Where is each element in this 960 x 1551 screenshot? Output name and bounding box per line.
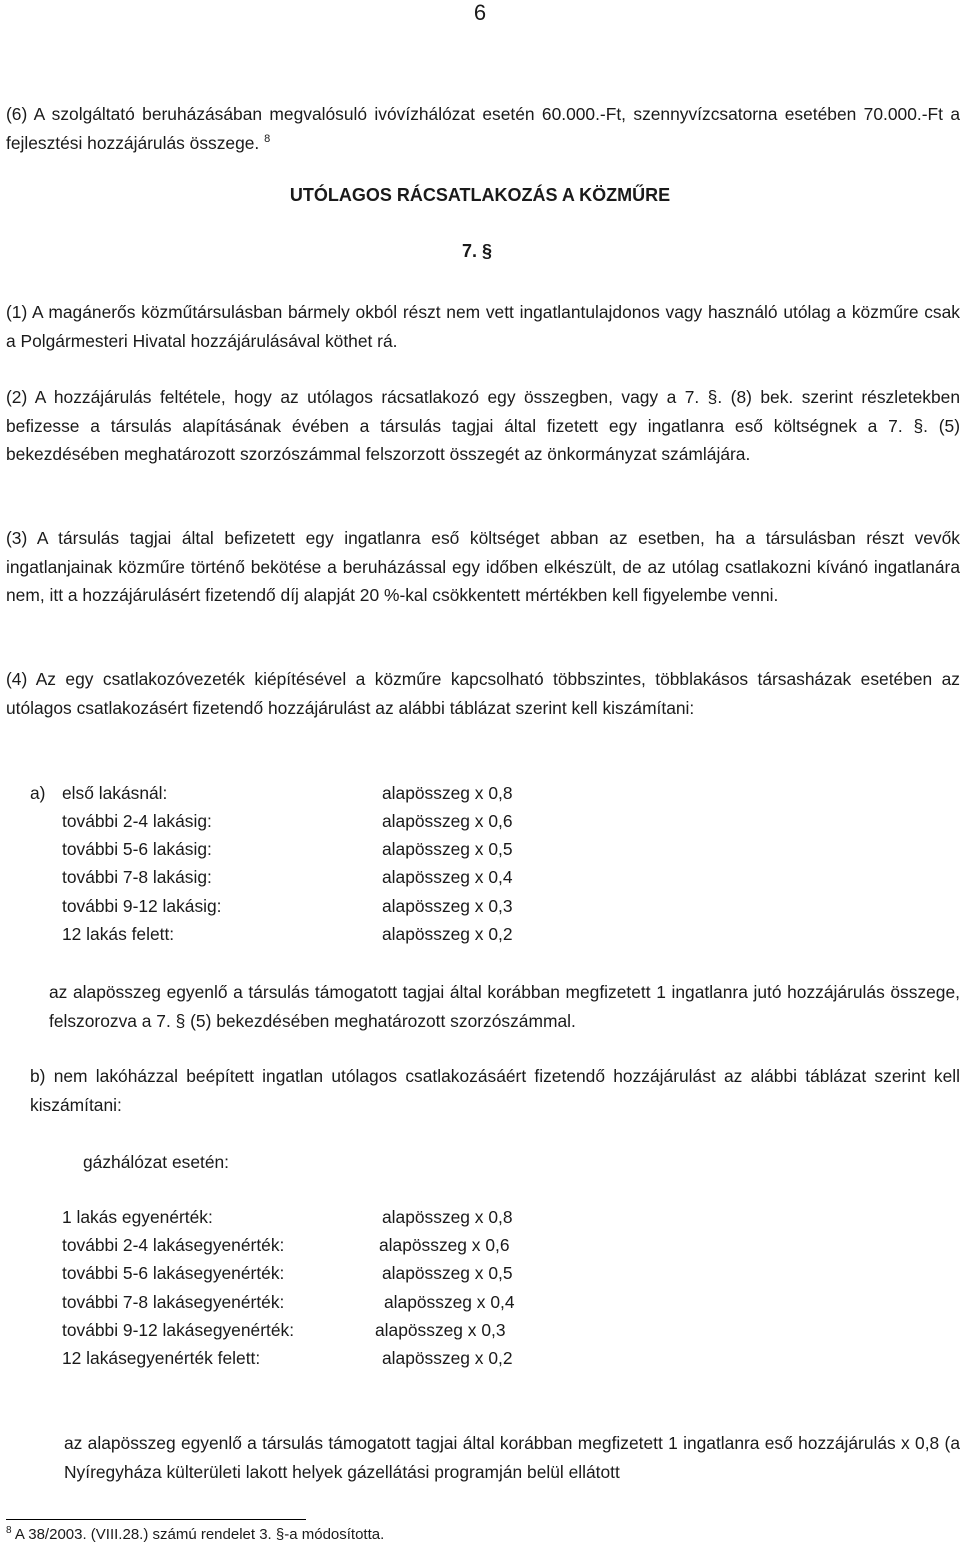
list-b-row-label: további 2-4 lakásegyenérték:: [62, 1235, 285, 1255]
paragraph-6: [6, 100, 960, 157]
list-b-row-label: 12 lakásegyenérték felett:: [62, 1348, 261, 1368]
paragraph-2: (2) A hozzájárulás feltétele, hogy az utólagos rácsatlakozó egy összegben, vagy a 7. §. (8) bek. szerint részletekben befizesse a társulás alapításának évében a társulás tagjai által fizetett egy ingatlanra eső költségnek a 7. §. (5) bekezdésében meghatározott szorzószámmal felszorzott összegét az önkormányzat számlájára.: [6, 387, 960, 464]
list-b-row-value: alapösszeg x 0,8: [382, 1207, 513, 1227]
list-a-row-value: alapösszeg x 0,2: [382, 924, 513, 944]
list-a-row-label: 12 lakás felett:: [62, 924, 175, 944]
footnote-reference[interactable]: 8: [264, 132, 271, 145]
list-b-row-label: 1 lakás egyenérték:: [62, 1207, 213, 1227]
list-b-row-label: további 5-6 lakásegyenérték:: [62, 1263, 285, 1283]
list-a-row-value: alapösszeg x 0,6: [382, 811, 513, 831]
list-a-row-label: további 2-4 lakásig:: [62, 811, 212, 831]
page-number: 6: [473, 0, 487, 25]
list-b-row-value: alapösszeg x 0,6: [379, 1235, 510, 1255]
footnote-text: A 38/2003. (VIII.28.) számú rendelet 3. §-a módosította.: [14, 1526, 385, 1543]
list-a-row-value: alapösszeg x 0,4: [382, 867, 513, 887]
list-b-intro: b) nem lakóházzal beépített ingatlan utólagos csatlakozásáért fizetendő hozzájárulást az alábbi táblázat szerint kell kiszámítani:: [30, 1066, 960, 1115]
list-b-note: az alapösszeg egyenlő a társulás támogatott tagjai által korábban megfizetett 1 ingatlanra eső hozzájárulás x 0,8 (a Nyíregyháza külterületi lakott helyek gázellátási programján belül ellátott: [64, 1433, 960, 1482]
list-a-row-value: alapösszeg x 0,3: [382, 896, 513, 916]
footnote-marker: 8: [6, 1525, 12, 1536]
footnote: [6, 1523, 384, 1547]
paragraph-6-text: (6) A szolgáltató beruházásában megvalósuló ivóvízhálózat esetén 60.000.-Ft, szennyvízcsatorna esetében 70.000.-Ft a fejlesztési hozzájárulás összege.: [6, 104, 960, 153]
list-b-subheading: gázhálózat esetén:: [83, 1152, 229, 1172]
section-heading: UTÓLAGOS RÁCSATLAKOZÁS A KÖZMŰRE: [289, 185, 671, 205]
list-a-row-label: első lakásnál:: [62, 783, 168, 803]
paragraph-4: (4) Az egy csatlakozóvezeték kiépítésével a közműre kapcsolható többszintes, többlakásos társasházak esetében az utólagos csatlakozásért fizetendő hozzájárulást az alábbi táblázat szerint kell kiszámítani:: [6, 669, 960, 718]
list-a-row-value: alapösszeg x 0,5: [382, 839, 513, 859]
list-b-row-value: alapösszeg x 0,3: [375, 1320, 506, 1340]
list-a-note: az alapösszeg egyenlő a társulás támogatott tagjai által korábban megfizetett 1 ingatlanra jutó hozzájárulás összege, felszorozva a 7. § (5) bekezdésében meghatározott szorzószámmal.: [49, 982, 960, 1031]
list-a-row-value: alapösszeg x 0,8: [382, 783, 513, 803]
list-a-row-label: további 9-12 lakásig:: [62, 896, 222, 916]
list-a-marker: a): [30, 783, 46, 803]
list-a-row-label: további 7-8 lakásig:: [62, 867, 212, 887]
list-b-row-label: további 9-12 lakásegyenérték:: [62, 1320, 295, 1340]
list-b-row-value: alapösszeg x 0,2: [382, 1348, 513, 1368]
list-b-row-label: további 7-8 lakásegyenérték:: [62, 1292, 285, 1312]
paragraph-1: (1) A magánerős közműtársulásban bármely okból részt nem vett ingatlantulajdonos vagy használó utólag a közműre csak a Polgármesteri Hivatal hozzájárulásával köthet rá.: [6, 302, 960, 351]
list-b-row-value: alapösszeg x 0,4: [384, 1292, 515, 1312]
footnote-divider: [6, 1519, 306, 1520]
list-a-row-label: további 5-6 lakásig:: [62, 839, 212, 859]
section-mark: 7. §: [462, 241, 493, 261]
paragraph-3: (3) A társulás tagjai által befizetett egy ingatlanra eső költséget abban az esetben, ha a társulásban részt vevők ingatlanjainak közműre történő bekötése a beruházással egy időben elkészült, de az utólag csatlakozni kívánó ingatlanára nem, itt a hozzájárulásért fizetendő díj alapját 20 %-kal csökkentett mértékben kell figyelembe venni.: [6, 528, 960, 605]
list-b-row-value: alapösszeg x 0,5: [382, 1263, 513, 1283]
